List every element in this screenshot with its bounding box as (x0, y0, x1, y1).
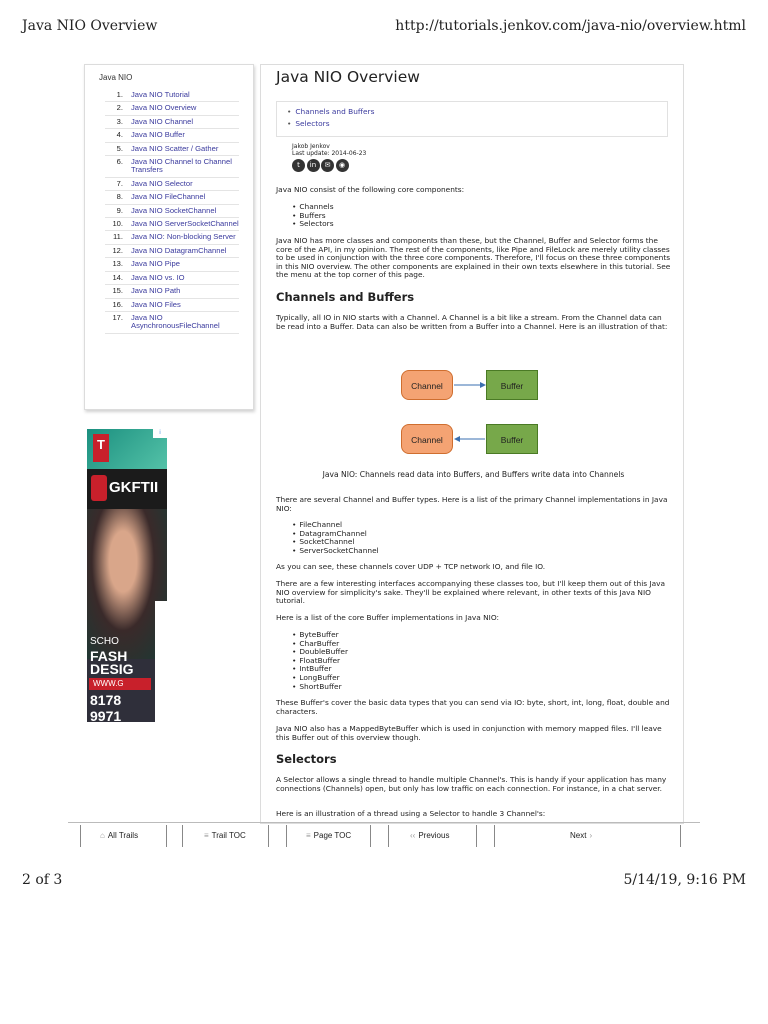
nav-divider (182, 825, 183, 847)
ad-text-line1: SCHO (90, 636, 119, 647)
sidebar-item-pipe[interactable]: 13. Java NIO Pipe (105, 258, 239, 271)
ad-phone-2: 9971 (90, 708, 122, 722)
intro-text: Java NIO consist of the following core components: (276, 185, 465, 194)
page-toc (276, 101, 668, 137)
heading-selectors: Selectors (276, 752, 337, 766)
sidebar-list (85, 89, 253, 334)
diagram-channel-box-1: Channel (401, 370, 453, 400)
sidebar-item-files[interactable]: 16. Java NIO Files (105, 299, 239, 312)
diagram-channel-box-2: Channel (401, 424, 453, 454)
sidebar-item-selector[interactable]: 7. Java NIO Selector (105, 178, 239, 191)
nav-divider (476, 825, 477, 847)
diagram-buffer-box-1: Buffer (486, 370, 538, 400)
list-item: • ByteBuffer (292, 631, 671, 640)
nav-divider (80, 825, 81, 847)
ad-seal-icon (91, 475, 107, 501)
nav-divider (268, 825, 269, 847)
sidebar-item-nio-vs-io[interactable]: 14. Java NIO vs. IO (105, 272, 239, 285)
paragraph-mapped-buffer: Java NIO also has a MappedByteBuffer which is used in conjunction with memory mapped files. I'll leave this Buffer out of this overview though. (276, 724, 662, 742)
sidebar-item-nio-overview[interactable]: 2. Java NIO Overview (105, 102, 239, 115)
list-item: • DatagramChannel (292, 530, 671, 539)
sidebar-item-nio-tutorial[interactable]: 1. Java NIO Tutorial (105, 89, 239, 102)
nav-divider (494, 825, 495, 847)
page-toc-button[interactable]: ≡ Page TOC (306, 831, 352, 840)
list-icon: ≡ (306, 831, 311, 840)
diagram-arrows (391, 365, 551, 465)
nav-divider (166, 825, 167, 847)
list-item: • ServerSocketChannel (292, 547, 671, 556)
list-icon: ≡ (204, 831, 209, 840)
toc-link-channels-buffers[interactable]: • Channels and Buffers (287, 108, 667, 117)
email-icon[interactable]: ✉ (321, 159, 334, 172)
ad-white-panel (155, 601, 167, 722)
next-button[interactable]: Next › (570, 831, 593, 840)
channel-buffer-diagram (391, 365, 551, 465)
home-icon: ⌂ (100, 831, 105, 840)
list-item: • IntBuffer (292, 665, 671, 674)
paragraph-data-types: These Buffer's cover the basic data types that you can send via IO: byte, short, int, long, float, double and characters. (276, 698, 670, 716)
core-components-list (276, 203, 671, 229)
ad-brand-row (87, 469, 167, 509)
social-icons (292, 159, 350, 172)
advertisement[interactable] (87, 429, 167, 722)
ad-logo: T (93, 434, 109, 462)
list-item: • ShortBuffer (292, 683, 671, 692)
paragraph-channel-types: There are several Channel and Buffer types. Here is a list of the primary Channel implementations in Java NIO: (276, 495, 668, 513)
sidebar-item-filechannel[interactable]: 8. Java NIO FileChannel (105, 191, 239, 204)
paragraph-channels-intro: Typically, all IO in NIO starts with a Channel. A Channel is a bit like a stream. From the Channel data can be read into a Buffer. Data can also be written from a Buffer into a Channel. Here is an illustration of that: (276, 313, 668, 331)
bottom-nav-bar (68, 822, 700, 848)
paragraph-selector-illustration: Here is an illustration of a thread using a Selector to handle 3 Channel's: (276, 809, 546, 818)
heading-channels-buffers: Channels and Buffers (276, 290, 415, 304)
nav-divider (286, 825, 287, 847)
sidebar-item-path[interactable]: 15. Java NIO Path (105, 285, 239, 298)
print-footer (22, 872, 746, 892)
twitter-icon[interactable]: t (292, 159, 305, 172)
paragraph-selector-intro: A Selector allows a single thread to handle multiple Channel's. This is handy if your application has many connections (Channels) open, but only has low traffic on each connection. For instance, in a chat server. (276, 775, 667, 793)
list-item: • CharBuffer (292, 640, 671, 649)
linkedin-icon[interactable]: in (307, 159, 320, 172)
nav-divider (370, 825, 371, 847)
list-item: • Selectors (292, 220, 671, 229)
sidebar-item-nio-buffer[interactable]: 4. Java NIO Buffer (105, 129, 239, 142)
sidebar-item-scatter-gather[interactable]: 5. Java NIO Scatter / Gather (105, 143, 239, 156)
nav-divider (680, 825, 681, 847)
diagram-caption: Java NIO: Channels read data into Buffers, and Buffers write data into Channels (322, 470, 625, 479)
sidebar-item-nio-channel[interactable]: 3. Java NIO Channel (105, 116, 239, 129)
ad-choices-icon[interactable]: i (153, 429, 167, 438)
sidebar-item-serversocketchannel[interactable]: 10. Java NIO ServerSocketChannel (105, 218, 239, 231)
sidebar-title: Java NIO (99, 73, 133, 82)
all-trails-button[interactable]: ⌂ All Trails (100, 831, 139, 840)
last-update: Last update: 2014-06-23 (292, 150, 367, 157)
sidebar-item-socketchannel[interactable]: 9. Java NIO SocketChannel (105, 205, 239, 218)
ad-url: WWW.G (89, 678, 151, 690)
print-header-url: http://tutorials.jenkov.com/java-nio/overview.html (395, 18, 746, 34)
list-item: • FloatBuffer (292, 657, 671, 666)
sidebar-item-datagramchannel[interactable]: 12. Java NIO DatagramChannel (105, 245, 239, 258)
channel-impl-list (276, 521, 671, 555)
chevron-left-icon: ‹‹ (410, 831, 416, 840)
previous-button[interactable]: ‹‹ Previous (410, 831, 450, 840)
list-item: • LongBuffer (292, 674, 671, 683)
toc-link-selectors[interactable]: • Selectors (287, 120, 667, 129)
print-header (22, 18, 746, 38)
sidebar-item-async-filechannel[interactable]: 17. Java NIO AsynchronousFileChannel (105, 312, 239, 334)
list-item: • FileChannel (292, 521, 671, 530)
trail-toc-button[interactable]: ≡ Trail TOC (204, 831, 246, 840)
list-item: • DoubleBuffer (292, 648, 671, 657)
sidebar-item-nonblocking-server[interactable]: 11. Java NIO: Non-blocking Server (105, 231, 239, 244)
buffer-impl-list (276, 631, 671, 691)
article-title: Java NIO Overview (276, 68, 420, 86)
print-header-title: Java NIO Overview (22, 18, 158, 34)
list-item: • Buffers (292, 212, 671, 221)
ad-brand: GKFTII (109, 479, 159, 496)
diagram-buffer-box-2: Buffer (486, 424, 538, 454)
chevron-right-icon: › (589, 831, 593, 840)
paragraph-interfaces: There are a few interesting interfaces accompanying these classes too, but I'll keep them out of this Java NIO overview for simplicity's sake. They'll be explained where relevant, in other texts of this Java NIO tutorial. (276, 579, 666, 606)
sidebar-nav (84, 64, 254, 410)
ad-phone-1: 8178 (90, 692, 122, 708)
sidebar-item-channel-transfers[interactable]: 6. Java NIO Channel to Channel Transfers (105, 156, 239, 178)
print-timestamp: 5/14/19, 9:16 PM (623, 872, 746, 888)
rss-icon[interactable]: ◉ (336, 159, 349, 172)
ad-text-line2: FASH (90, 648, 128, 664)
page-count: 2 of 3 (22, 872, 63, 888)
author-block (292, 143, 366, 157)
list-item: • Channels (292, 203, 671, 212)
paragraph-core-api: Java NIO has more classes and components than these, but the Channel, Buffer and Selector forms the core of the API, in my opinion. The rest of the components, like Pipe and FileLock are merely utility classes to be used in conjunction with the three core components. Therefore, I'll focus on these three components in this NIO overview. The other components are explained in their own texts elsewhere in this tutorial. See the menu at the top corner of this page. (276, 236, 671, 280)
nav-divider (388, 825, 389, 847)
list-item: • SocketChannel (292, 538, 671, 547)
paragraph-udp-tcp: As you can see, these channels cover UDP + TCP network IO, and file IO. (276, 562, 546, 571)
article (260, 64, 684, 824)
ad-text-line3: DESIG (90, 661, 134, 677)
paragraph-buffer-list-intro: Here is a list of the core Buffer implementations in Java NIO: (276, 613, 499, 622)
ad-banner-top (87, 429, 167, 469)
author-name: Jakob Jenkov (292, 143, 330, 150)
